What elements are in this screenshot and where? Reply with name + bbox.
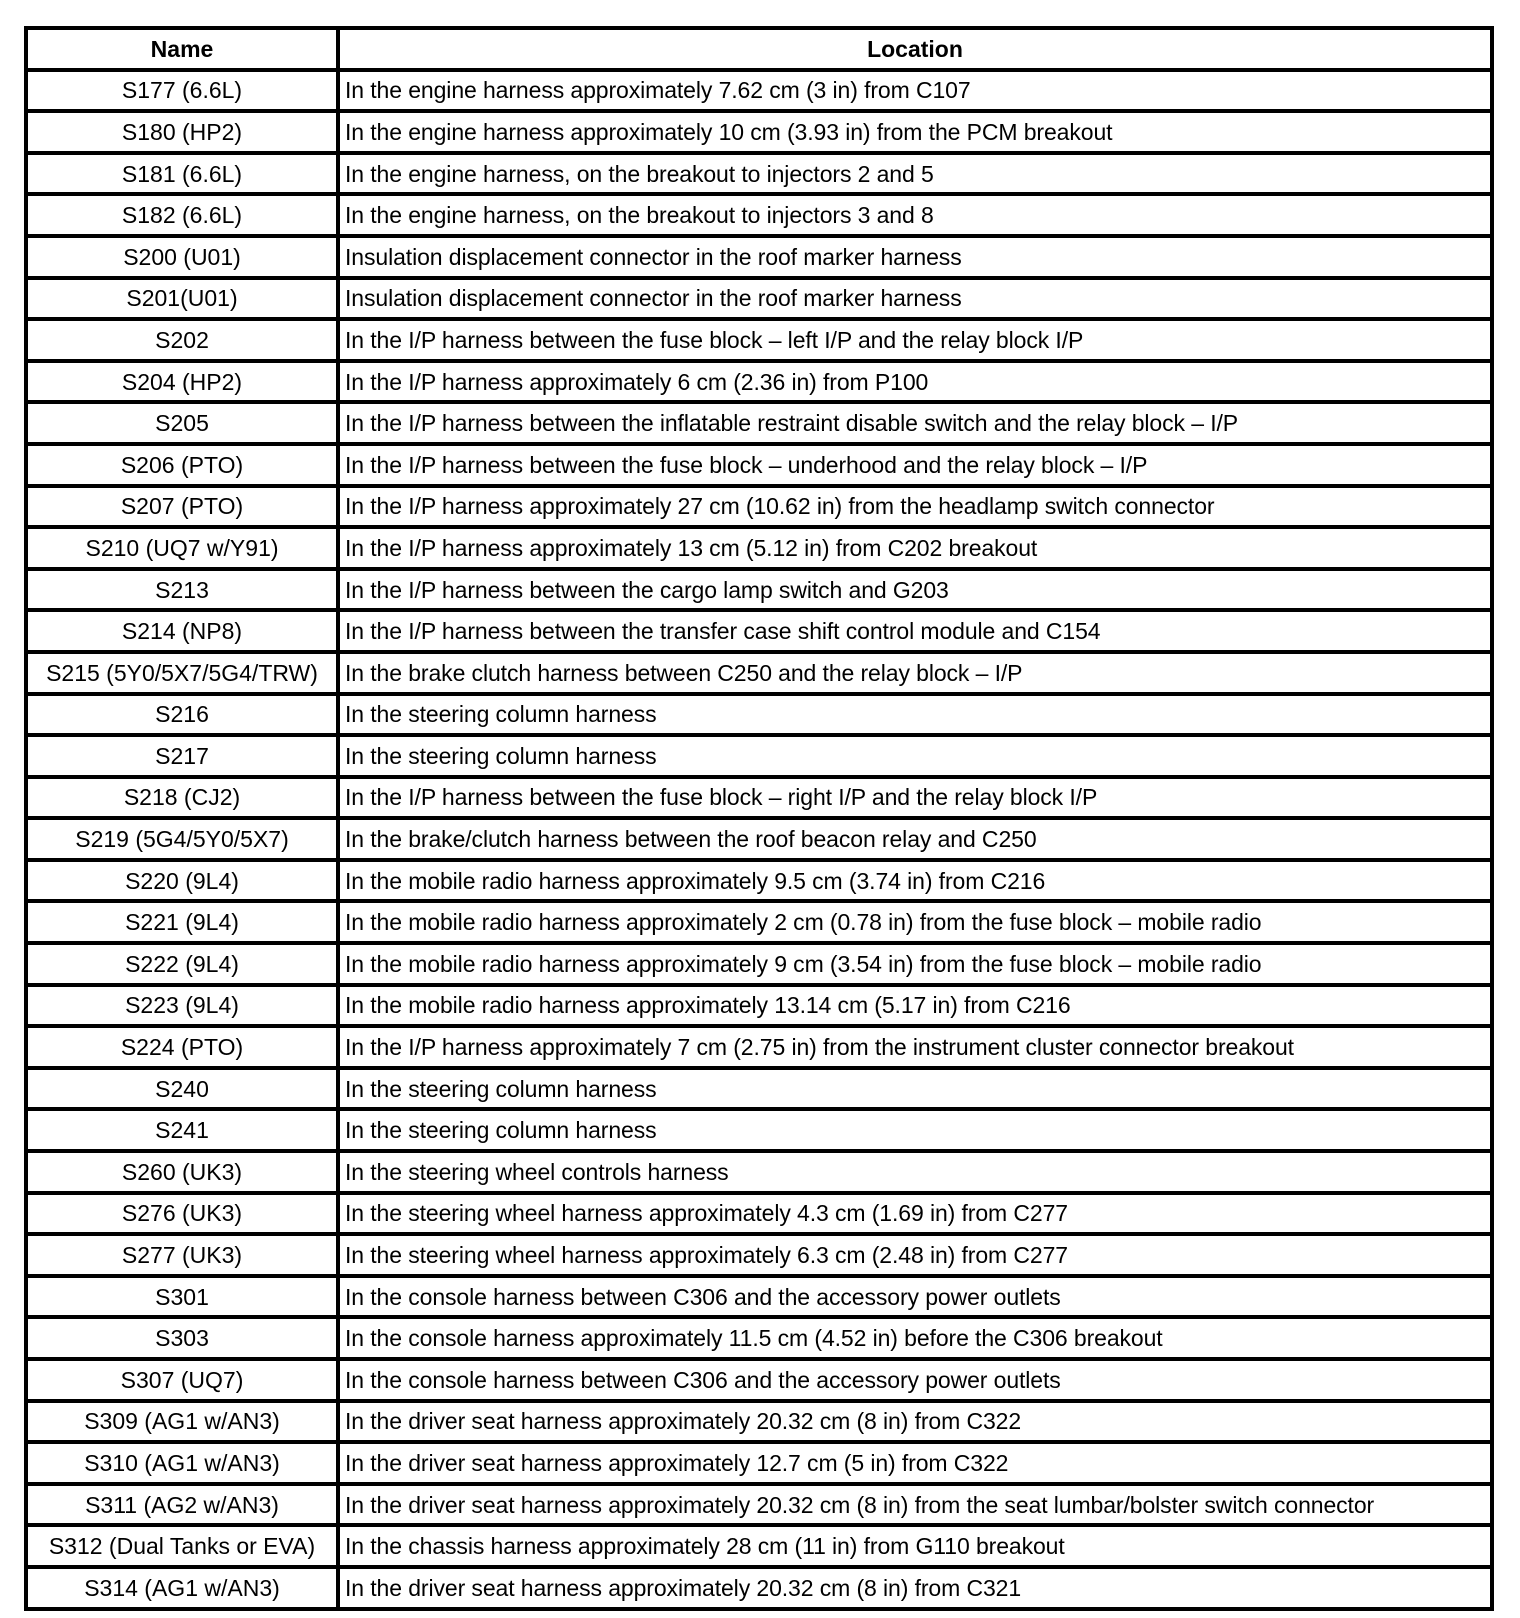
splice-location-cell: In the driver seat harness approximately 20.32 cm (8 in) from the seat lumbar/bolster switch connector xyxy=(338,1484,1492,1526)
splice-location-cell: In the I/P harness approximately 13 cm (5.12 in) from C202 breakout xyxy=(338,527,1492,569)
splice-name-cell: S217 xyxy=(26,735,338,777)
splice-location-cell: Insulation displacement connector in the roof marker harness xyxy=(338,278,1492,320)
splice-location-cell: In the mobile radio harness approximately 2 cm (0.78 in) from the fuse block – mobile radio xyxy=(338,901,1492,943)
splice-name-cell: S222 (9L4) xyxy=(26,943,338,985)
table-row xyxy=(26,777,1492,819)
table-row xyxy=(26,278,1492,320)
table-row xyxy=(26,1026,1492,1068)
splice-location-cell: In the steering column harness xyxy=(338,694,1492,736)
splice-name-cell: S241 xyxy=(26,1109,338,1151)
splice-location-cell: In the steering column harness xyxy=(338,1068,1492,1110)
table-row xyxy=(26,444,1492,486)
column-header-location: Location xyxy=(338,28,1492,70)
table-row xyxy=(26,1276,1492,1318)
table-row xyxy=(26,1193,1492,1235)
table-row xyxy=(26,1317,1492,1359)
splice-name-cell: S307 (UQ7) xyxy=(26,1359,338,1401)
table-header-row xyxy=(26,28,1492,70)
table-row xyxy=(26,943,1492,985)
splice-name-cell: S210 (UQ7 w/Y91) xyxy=(26,527,338,569)
table-row xyxy=(26,402,1492,444)
splice-location-cell: In the brake clutch harness between C250 and the relay block – I/P xyxy=(338,652,1492,694)
splice-name-cell: S223 (9L4) xyxy=(26,985,338,1027)
table-row xyxy=(26,1525,1492,1567)
splice-name-cell: S220 (9L4) xyxy=(26,860,338,902)
splice-location-cell: In the chassis harness approximately 28 cm (11 in) from G110 breakout xyxy=(338,1525,1492,1567)
splice-location-cell: In the I/P harness between the fuse block – left I/P and the relay block I/P xyxy=(338,319,1492,361)
splice-name-cell: S311 (AG2 w/AN3) xyxy=(26,1484,338,1526)
table-row xyxy=(26,1151,1492,1193)
splice-name-cell: S276 (UK3) xyxy=(26,1193,338,1235)
splice-name-cell: S277 (UK3) xyxy=(26,1234,338,1276)
table-row xyxy=(26,527,1492,569)
splice-name-cell: S202 xyxy=(26,319,338,361)
splice-name-cell: S303 xyxy=(26,1317,338,1359)
splice-name-cell: S224 (PTO) xyxy=(26,1026,338,1068)
splice-location-cell: In the I/P harness approximately 27 cm (10.62 in) from the headlamp switch connector xyxy=(338,486,1492,528)
splice-name-cell: S204 (HP2) xyxy=(26,361,338,403)
splice-name-cell: S205 xyxy=(26,402,338,444)
splice-location-cell: In the engine harness approximately 10 cm (3.93 in) from the PCM breakout xyxy=(338,111,1492,153)
splice-name-cell: S181 (6.6L) xyxy=(26,153,338,195)
splice-location-cell: In the brake/clutch harness between the roof beacon relay and C250 xyxy=(338,818,1492,860)
table-row xyxy=(26,610,1492,652)
splice-name-cell: S310 (AG1 w/AN3) xyxy=(26,1442,338,1484)
splice-location-cell: In the driver seat harness approximately 20.32 cm (8 in) from C322 xyxy=(338,1401,1492,1443)
splice-name-cell: S301 xyxy=(26,1276,338,1318)
splice-location-cell: In the steering wheel controls harness xyxy=(338,1151,1492,1193)
splice-name-cell: S221 (9L4) xyxy=(26,901,338,943)
table-row xyxy=(26,985,1492,1027)
table-row xyxy=(26,1567,1492,1609)
splice-location-cell: In the mobile radio harness approximately 13.14 cm (5.17 in) from C216 xyxy=(338,985,1492,1027)
splice-name-cell: S207 (PTO) xyxy=(26,486,338,528)
table-row xyxy=(26,652,1492,694)
splice-name-cell: S200 (U01) xyxy=(26,236,338,278)
splice-location-cell: In the I/P harness between the cargo lamp switch and G203 xyxy=(338,569,1492,611)
table-row xyxy=(26,1359,1492,1401)
splice-name-cell: S177 (6.6L) xyxy=(26,70,338,112)
table-row xyxy=(26,860,1492,902)
table-row xyxy=(26,194,1492,236)
table-row xyxy=(26,486,1492,528)
splice-location-cell: In the steering column harness xyxy=(338,1109,1492,1151)
splice-location-cell: Insulation displacement connector in the roof marker harness xyxy=(338,236,1492,278)
splice-location-cell: In the I/P harness approximately 7 cm (2.75 in) from the instrument cluster connector breakout xyxy=(338,1026,1492,1068)
splice-name-cell: S182 (6.6L) xyxy=(26,194,338,236)
splice-location-cell: In the I/P harness between the inflatable restraint disable switch and the relay block – I/P xyxy=(338,402,1492,444)
splice-location-cell: In the I/P harness between the fuse block – underhood and the relay block – I/P xyxy=(338,444,1492,486)
table-row xyxy=(26,1234,1492,1276)
table-row xyxy=(26,236,1492,278)
table-row xyxy=(26,1484,1492,1526)
splice-location-cell: In the engine harness approximately 7.62 cm (3 in) from C107 xyxy=(338,70,1492,112)
splice-location-cell: In the mobile radio harness approximately 9 cm (3.54 in) from the fuse block – mobile radio xyxy=(338,943,1492,985)
splice-name-cell: S312 (Dual Tanks or EVA) xyxy=(26,1525,338,1567)
table-row xyxy=(26,569,1492,611)
splice-location-cell: In the console harness between C306 and the accessory power outlets xyxy=(338,1359,1492,1401)
splice-name-cell: S201(U01) xyxy=(26,278,338,320)
table-row xyxy=(26,735,1492,777)
splice-location-cell: In the I/P harness between the fuse block – right I/P and the relay block I/P xyxy=(338,777,1492,819)
splice-location-cell: In the console harness approximately 11.5 cm (4.52 in) before the C306 breakout xyxy=(338,1317,1492,1359)
splice-location-cell: In the console harness between C306 and the accessory power outlets xyxy=(338,1276,1492,1318)
splice-name-cell: S240 xyxy=(26,1068,338,1110)
splice-name-cell: S260 (UK3) xyxy=(26,1151,338,1193)
splice-location-cell: In the engine harness, on the breakout to injectors 3 and 8 xyxy=(338,194,1492,236)
table-row xyxy=(26,361,1492,403)
splice-name-cell: S314 (AG1 w/AN3) xyxy=(26,1567,338,1609)
splice-name-cell: S219 (5G4/5Y0/5X7) xyxy=(26,818,338,860)
table-row xyxy=(26,153,1492,195)
splice-location-cell: In the steering wheel harness approximately 6.3 cm (2.48 in) from C277 xyxy=(338,1234,1492,1276)
splice-location-cell: In the I/P harness between the transfer case shift control module and C154 xyxy=(338,610,1492,652)
table-body xyxy=(26,70,1492,1609)
table-row xyxy=(26,818,1492,860)
splice-name-cell: S218 (CJ2) xyxy=(26,777,338,819)
splice-name-cell: S213 xyxy=(26,569,338,611)
splice-name-cell: S215 (5Y0/5X7/5G4/TRW) xyxy=(26,652,338,694)
table-row xyxy=(26,1068,1492,1110)
splice-name-cell: S216 xyxy=(26,694,338,736)
table-row xyxy=(26,1401,1492,1443)
splice-location-cell: In the mobile radio harness approximately 9.5 cm (3.74 in) from C216 xyxy=(338,860,1492,902)
splice-name-cell: S214 (NP8) xyxy=(26,610,338,652)
table-row xyxy=(26,70,1492,112)
table-row xyxy=(26,1109,1492,1151)
splice-location-cell: In the driver seat harness approximately 12.7 cm (5 in) from C322 xyxy=(338,1442,1492,1484)
splice-location-cell: In the driver seat harness approximately 20.32 cm (8 in) from C321 xyxy=(338,1567,1492,1609)
table-row xyxy=(26,319,1492,361)
splice-location-cell: In the steering wheel harness approximately 4.3 cm (1.69 in) from C277 xyxy=(338,1193,1492,1235)
table-row xyxy=(26,694,1492,736)
splice-location-table xyxy=(24,26,1494,1611)
splice-location-table-container xyxy=(24,26,1490,1611)
table-row xyxy=(26,1442,1492,1484)
splice-name-cell: S309 (AG1 w/AN3) xyxy=(26,1401,338,1443)
table-row xyxy=(26,111,1492,153)
splice-location-cell: In the steering column harness xyxy=(338,735,1492,777)
splice-location-cell: In the engine harness, on the breakout to injectors 2 and 5 xyxy=(338,153,1492,195)
table-row xyxy=(26,901,1492,943)
column-header-name: Name xyxy=(26,28,338,70)
splice-name-cell: S206 (PTO) xyxy=(26,444,338,486)
splice-location-cell: In the I/P harness approximately 6 cm (2.36 in) from P100 xyxy=(338,361,1492,403)
splice-name-cell: S180 (HP2) xyxy=(26,111,338,153)
